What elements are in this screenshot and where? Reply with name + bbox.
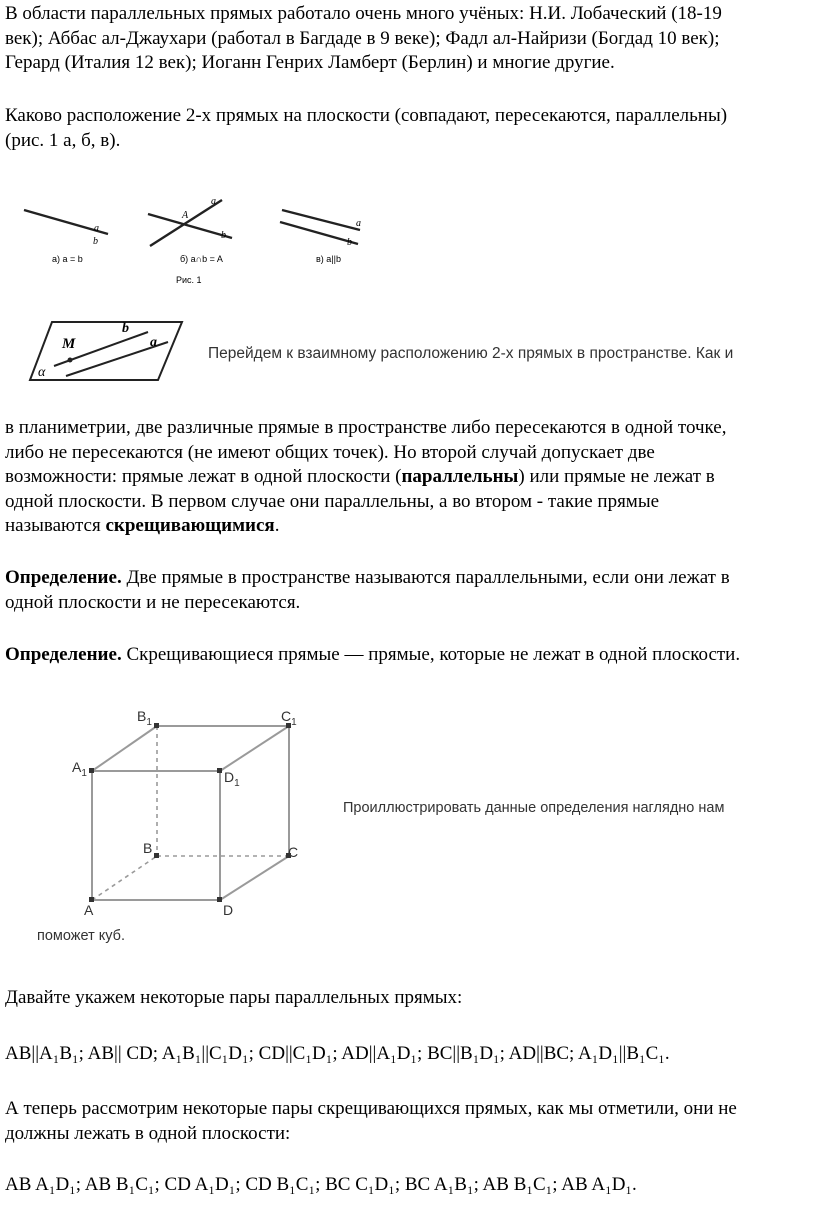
question-line-1: Каково расположение 2-х прямых на плоскости (совпадают, пересекаются, параллельны) [5,105,728,126]
edge-A1B1 [92,726,157,771]
fig1b-caption: б) a∩b = A [180,254,223,264]
fig1b-label-b: b [221,230,226,241]
label-alpha: α [38,365,46,380]
definition-parallel [5,566,811,615]
skew-pairs-intro [5,1097,811,1146]
skew-pairs-list [5,1173,811,1198]
fig1b-label-A: A [182,210,189,221]
definition-1-term: Определение. [5,567,122,588]
label-D: D [223,902,234,918]
label-D1: $D_1$ [224,769,240,789]
intro-line-2: век); Аббас ал-Джаухари (работал в Багдаде в 9 веке); Фадл ал-Найризи (Богдад 10 век); [5,27,720,49]
label-C1: $C_1$ [281,708,297,728]
space-lines-paragraph [5,416,811,539]
intro-paragraph [5,2,811,76]
fig1c-label-b: b [347,237,352,248]
space-line-1: в планиметрии, две различные прямые в пространстве либо пересекаются в одной точке, [5,417,727,438]
fig1b-label-a: a [211,196,216,207]
cube-side-text: Проиллюстрировать данные определения наглядно нам [343,800,725,816]
cube-figure [0,700,816,960]
vertex-B1 [154,723,159,728]
question-line-2: (рис. 1 а, б, в). [5,129,121,151]
vertex-B [154,853,159,858]
vertex-D [217,897,222,902]
vertex-D1 [217,768,222,773]
label-A1: $A_1$ [72,759,87,779]
space-line-5-pre: называются [5,515,106,536]
fig1b-line-b [148,214,232,238]
space-line-4: одной плоскости. В первом случае они параллельны, а во втором - такие прямые [5,490,660,512]
space-line-2: либо не пересекаются (не имеют общих точек). Но второй случай допускает две [5,441,655,463]
intro-line-1: В области параллельных прямых работало очень много учёных: Н.И. Лобаческий (18-19 [5,3,722,24]
parallel-pairs-intro [5,986,811,1011]
fig1a-caption: a) a = b [52,254,83,264]
definition-2-term: Определение. [5,644,122,665]
fig1c-caption: в) a||b [316,254,341,264]
definition-skew [5,643,811,668]
label-b: b [122,321,129,336]
definition-1-line-2: одной плоскости и не пересекаются. [5,591,301,613]
space-line-3-post: ) или прямые не лежат в [518,466,715,487]
figure-2-plane [0,318,816,388]
skew-intro-line-2: должны лежать в одной плоскости: [5,1122,291,1144]
term-skew: скрещивающимися [105,515,275,536]
figure-1-lines [0,190,816,300]
vertex-A1 [89,768,94,773]
parallel-pairs-list [5,1042,811,1067]
term-parallel: параллельны [401,466,519,487]
question-paragraph [5,104,811,153]
fig1-caption: Рис. 1 [176,275,202,285]
label-C: C [288,844,299,860]
parallel-pairs-text: AB||A₁B₁; AB|| CD; A₁B₁||C₁D₁; CD||C₁D₁; AD||A₁D₁; BC||B₁D₁; AD||BC; A₁D₁||B₁C₁. [5,1043,670,1064]
definition-1-line-1: Две прямые в пространстве называются параллельными, если они лежат в [121,567,730,588]
label-A: A [84,902,94,918]
point-M [68,358,73,363]
skew-intro-line-1: А теперь рассмотрим некоторые пары скрещивающихся прямых, как мы отметили, они не [5,1098,737,1119]
plane-alpha [30,322,182,380]
fig2-side-text: Перейдем к взаимному расположению 2-х прямых в пространстве. Как и [208,345,734,362]
label-a: a [150,335,157,350]
label-M: M [62,336,76,352]
space-line-3-pre: возможности: прямые лежат в одной плоскости ( [5,466,402,487]
cube-bottom-text: поможет куб. [37,928,125,944]
edge-AB-hidden [92,856,157,900]
edge-DC [220,856,289,900]
fig1a-label-b: b [93,236,98,247]
edge-D1C1 [220,726,289,771]
parallel-pairs-intro-text: Давайте укажем некоторые пары параллельных прямых: [5,987,463,1008]
fig1c-label-a: a [356,218,361,229]
space-line-5-post: . [274,515,280,536]
label-B: B [143,840,153,856]
skew-pairs-text: AB A₁D₁; AB B₁C₁; CD A₁D₁; CD B₁C₁; BC C₁D₁; BC A₁B₁; AB B₁C₁; AB A₁D₁. [5,1174,637,1195]
definition-2-text: Скрещивающиеся прямые — прямые, которые не лежат в одной плоскости. [121,644,741,665]
label-B1: $B_1$ [137,708,152,728]
fig1a-label-a: a [94,223,99,234]
intro-line-3: Герард (Италия 12 век); Иоганн Генрих Ламберт (Берлин) и многие другие. [5,52,615,73]
